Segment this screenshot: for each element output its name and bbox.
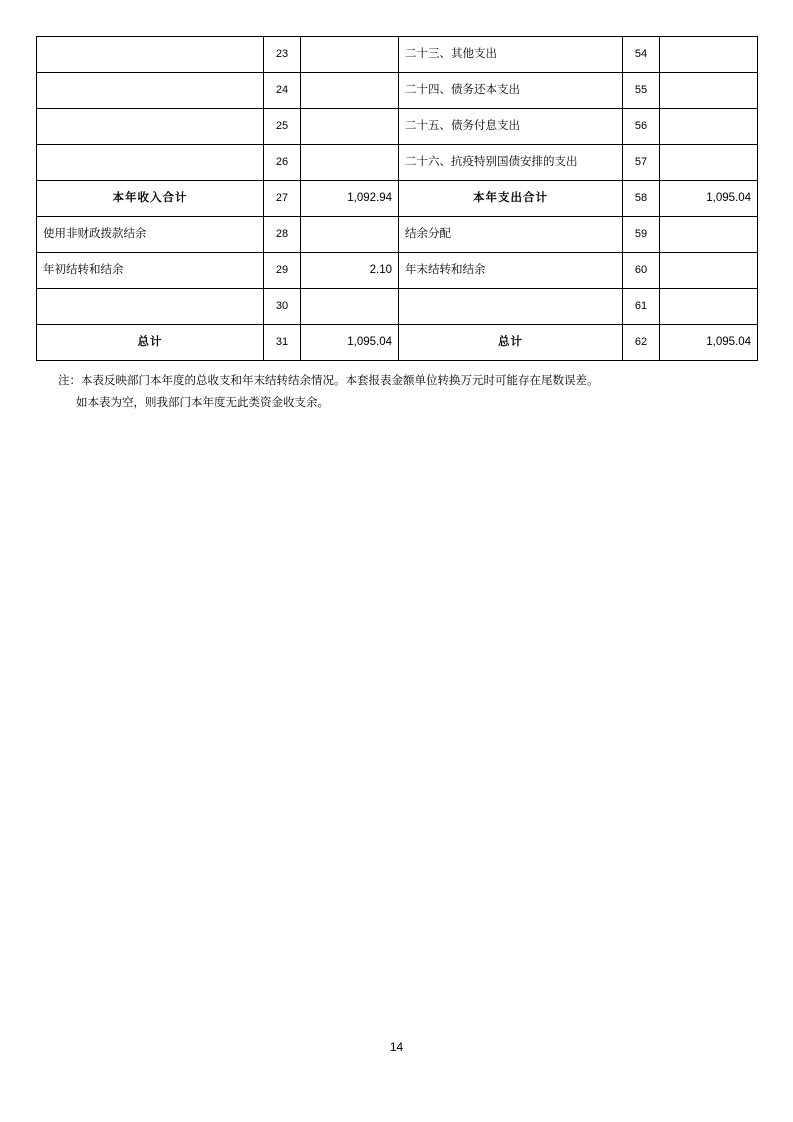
table-row xyxy=(37,289,758,325)
row-left-label xyxy=(37,109,264,145)
row-right-label: 二十六、抗疫特别国债安排的支出 xyxy=(399,145,623,181)
row-left-amount xyxy=(301,217,399,253)
budget-sheet xyxy=(36,36,757,415)
row-left-number: 27 xyxy=(264,181,301,217)
row-right-label: 总计 xyxy=(399,325,623,361)
row-left-number: 30 xyxy=(264,289,301,325)
row-left-label xyxy=(37,145,264,181)
table-row xyxy=(37,73,758,109)
income-expenditure-table xyxy=(36,36,758,361)
row-left-amount xyxy=(301,73,399,109)
table-row xyxy=(37,37,758,73)
note-line-2: 如本表为空，则我部门本年度无此类资金收支余。 xyxy=(76,396,329,409)
row-left-number: 26 xyxy=(264,145,301,181)
row-left-amount xyxy=(301,145,399,181)
row-left-label xyxy=(37,37,264,73)
table-row xyxy=(37,145,758,181)
row-left-number: 25 xyxy=(264,109,301,145)
row-right-number: 62 xyxy=(623,325,660,361)
row-right-number: 61 xyxy=(623,289,660,325)
row-right-number: 57 xyxy=(623,145,660,181)
table-row xyxy=(37,217,758,253)
row-right-amount xyxy=(660,217,758,253)
row-right-amount xyxy=(660,253,758,289)
row-right-label: 二十三、其他支出 xyxy=(399,37,623,73)
row-right-label: 年末结转和结余 xyxy=(399,253,623,289)
row-left-label: 总计 xyxy=(37,325,264,361)
row-right-number: 55 xyxy=(623,73,660,109)
row-right-amount xyxy=(660,145,758,181)
row-left-amount: 1,095.04 xyxy=(301,325,399,361)
row-left-amount: 1,092.94 xyxy=(301,181,399,217)
row-right-label: 二十四、债务还本支出 xyxy=(399,73,623,109)
row-right-label xyxy=(399,289,623,325)
row-left-number: 31 xyxy=(264,325,301,361)
row-right-amount xyxy=(660,37,758,73)
table-row xyxy=(37,253,758,289)
row-right-label: 本年支出合计 xyxy=(399,181,623,217)
row-left-label xyxy=(37,289,264,325)
row-right-number: 60 xyxy=(623,253,660,289)
row-left-number: 28 xyxy=(264,217,301,253)
table-row-total xyxy=(37,325,758,361)
row-left-label: 使用非财政拨款结余 xyxy=(37,217,264,253)
row-left-amount xyxy=(301,109,399,145)
row-right-amount xyxy=(660,109,758,145)
row-left-label: 本年收入合计 xyxy=(37,181,264,217)
table-row xyxy=(37,109,758,145)
row-left-number: 29 xyxy=(264,253,301,289)
row-right-label: 结余分配 xyxy=(399,217,623,253)
row-left-amount xyxy=(301,289,399,325)
page-number: 14 xyxy=(389,1040,404,1054)
note-line-1: 注：本表反映部门本年度的总收支和年末结转结余情况。本套报表金额单位转换万元时可能存在尾数误差。 xyxy=(58,375,599,387)
table-body xyxy=(37,37,758,361)
row-right-number: 54 xyxy=(623,37,660,73)
row-left-label: 年初结转和结余 xyxy=(37,253,264,289)
row-left-amount xyxy=(301,37,399,73)
row-right-amount xyxy=(660,73,758,109)
row-right-amount: 1,095.04 xyxy=(660,181,758,217)
row-right-label: 二十五、债务付息支出 xyxy=(399,109,623,145)
row-right-amount xyxy=(660,289,758,325)
table-notes xyxy=(36,371,757,415)
row-left-label xyxy=(37,73,264,109)
table-row-total xyxy=(37,181,758,217)
row-left-number: 24 xyxy=(264,73,301,109)
row-right-number: 58 xyxy=(623,181,660,217)
row-left-amount: 2.10 xyxy=(301,253,399,289)
row-left-number: 23 xyxy=(264,37,301,73)
row-right-amount: 1,095.04 xyxy=(660,325,758,361)
row-right-number: 56 xyxy=(623,109,660,145)
row-right-number: 59 xyxy=(623,217,660,253)
